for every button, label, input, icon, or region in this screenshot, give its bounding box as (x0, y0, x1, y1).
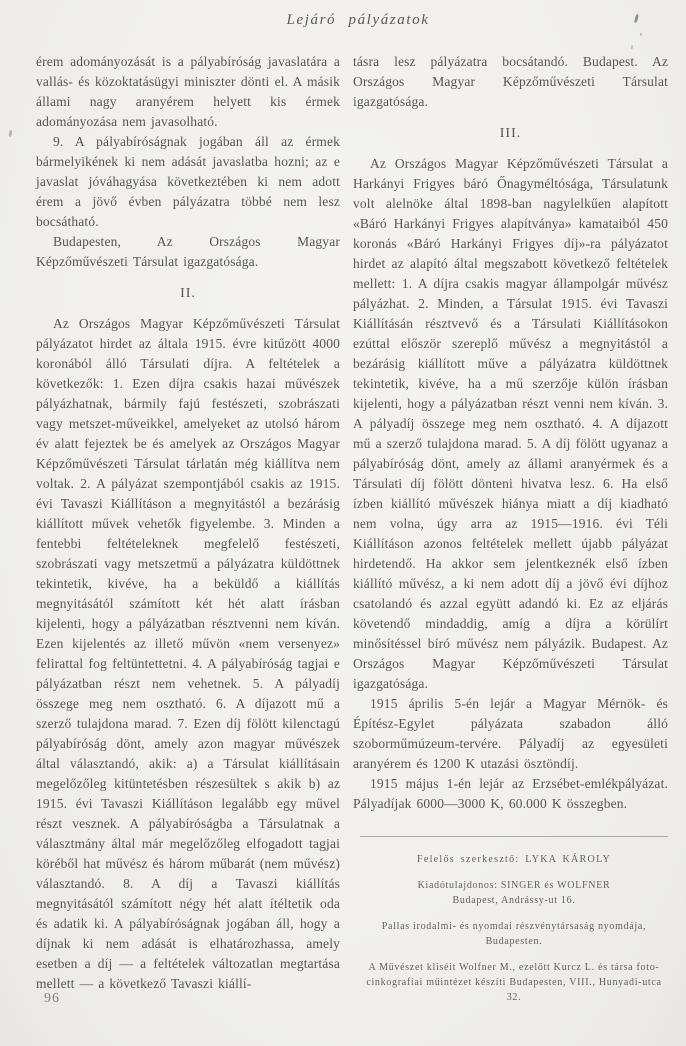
running-head: Lejáró pályázatok (286, 12, 430, 28)
body-paragraph: tásra lesz pályázatra bocsátandó. Budapest. Az Országos Magyar Képzőművészeti Társulat igazgatósága. (353, 54, 668, 109)
imprint-printer-city: Budapesten. (485, 936, 543, 947)
imprint-publisher-group (360, 878, 668, 908)
body-paragraph: 9. A pályabíróságnak jogában áll az érmek bármelyikének ki nem adását javaslatba hozni; az e javaslat jóváhagyása következtében ki nem adott érem a jövő évben pályázatra többé nem lesz bocsátható. (36, 134, 340, 229)
imprint-printer-group (360, 919, 668, 949)
left-column (36, 52, 340, 994)
imprint-cliche-group (360, 960, 668, 1005)
section-heading-iii: III. (499, 126, 522, 141)
imprint-printer-line: Pallas irodalmi- és nyomdai részvénytársaság nyomdája, (381, 921, 647, 932)
imprint-cliche-line-2: cinkografiai műintézet készíti Budapesten, VIII., Hunyadi-utca 32. (366, 977, 662, 1003)
imprint-divider (360, 836, 668, 837)
imprint-cliche-line-1: A Művészet kliséit Wolfner M., ezelőtt Kurcz L. és társa foto- (368, 962, 660, 973)
body-paragraph: Az Országos Magyar Képzőművészeti Társulat a Harkányi Frigyes báró Őnagyméltósága, Társulatunk volt alelnöke által 1898-ban nagylelkűen alapított «Báró Harkányi Frigyes alapítványa» kamataiból 450 koronás «Báró Harkányi Frigyes díj»-ra pályázatot hirdet az alapító által megszabott következő feltételek mellett: 1. A díjra csakis magyar állampolgár művész pályázhat. 2. Minden, a Társulat 1915. évi Tavaszi Kiállításán résztvevő és a Társulati Kiállításokon ezúttal először szereplő művész a megnyitástól a bezárásig kiállított műve a pályázatra küldöttnek tekintetik, kivéve, ha a mű szerzője külön írásban kijelenti, hogy a pályázatban részt venni nem kíván. 3. A pályadíj összege meg nem osztható. 4. A díjazott mű a szerző tulajdona marad. 5. A díj fölött ugyanaz a pályabíróság dönt, amely az állami aranyérmek és a Társulati díj fölött dönteni hivatva lesz. 6. Ha első ízben kiállító művészek hiánya miatt a díj kiadható nem volna, úgy arra az 1915—1916. évi Téli Kiállításon azonos feltételek mellett újabb pályázat hirdetendő. Ha akkor sem jelentkeznék első ízben kiállító művész, a ki nem adott díj a jövő évi díjhoz csatolandó és azzal együtt adandó ki. Ez az eljárás követendő mindaddig, amíg a díjra a körülírt minősítéssel bíró művész nem pályázik. Budapest. Az Országos Magyar Képzőművészeti Társulat igazgatósága. (353, 156, 668, 691)
body-paragraph: Az Országos Magyar Képzőművészeti Társulat pályázatot hirdet az általa 1915. évre kitűzött 4000 koronából álló Társulati díjra. A feltételek a következők: 1. Ezen díjra csakis hazai művészek pályázhatnak, bármily fajú festészeti, szobrászati vagy metszet-műveikkel, amelyeket az utolsó három év alatt fejeztek be és amelyek az Országos Magyar Képzőművészeti Társulat tárlatán még kiállítva nem voltak. 2. A pályázat szempontjából csakis az 1915. évi Tavaszi Kiállításon a megnyitástól a bezárásig kiállított művek vehetők figyelembe. 3. Minden a fentebbi feltételeknek megfelelő festészeti, szobrászati vagy metszetmű a pályázatra küldöttnek tekintetik, kivéve, ha a beküldő a kiállítás megnyitásától számított két hét alatt írásban kijelenti, hogy a pályázatban résztvenni nem kíván. Ezen kijelentés az illető művön «nem versenyez» felirattal fog feltüntettetni. 4. A pályabíróság tagjai e pályázatban részt nem vehetnek. 5. A pályadíj összege meg nem osztható. 6. A díjazott mű a szerző tulajdona marad. 7. Ezen díj fölött kilenctagú pályabíróság dönt, amely azon magyar művészek által választandó, akik: a) a Társulat kiállításain megelőzőleg kitüntetésben részesültek s akik b) az 1915. évi Tavaszi Kiállításon legalább egy művel részt vesznek. A pályabíróságba a Társulatnak a választmány által már megelőzőleg elfogadott tagjai köréből hat művész és három műbarát (nem művész) választandó. 8. A díj a Tavaszi kiállítás megnyitásától számított négy hét alatt ítéltetik oda és adatik ki. A pályabíróságnak jogában áll, hogy a díjnak ki nem adását is elhatározhassa, amely esetben a díj — a feltételek változatlan megtartása mellett — a következő Tavaszi kiállí- (36, 316, 340, 991)
scan-speck (631, 45, 634, 49)
body-paragraph: 1915 május 1-én lejár az Erzsébet-emlékpályázat. Pályadíjak 6000—3000 K, 60.000 K összegben. (353, 776, 668, 811)
imprint-publisher-line: Kiadótulajdonos: SINGER és WOLFNER (417, 880, 611, 891)
page-number: 96 (44, 991, 60, 1006)
body-paragraph: Budapesten, Az Országos Magyar Képzőművészeti Társulat igazgatósága. (36, 234, 340, 269)
body-paragraph: érem adományozását is a pályabíróság javaslatára a vallás- és közoktatásügyi miniszter dönti el. A másik állami nagy aranyérem helyett kis érmek adományozása nem javasolható. (36, 54, 340, 129)
imprint-publisher-address: Budapest, Andrássy-ut 16. (452, 895, 576, 906)
body-paragraph: 1915 április 5-én lejár a Magyar Mérnök- és Építész-Egylet pályázata szabadon álló szoborműmúzeum-tervére. Pályadíj az egyesületi aranyérem és 1200 K utazási ösztöndíj. (353, 696, 668, 771)
scan-speck (640, 33, 642, 36)
scan-speck (8, 130, 13, 138)
imprint-editor-line: Felelős szerkesztő: LYKA KÁROLY (417, 854, 611, 865)
imprint-block (360, 836, 668, 1005)
section-heading-ii: II. (180, 286, 196, 301)
